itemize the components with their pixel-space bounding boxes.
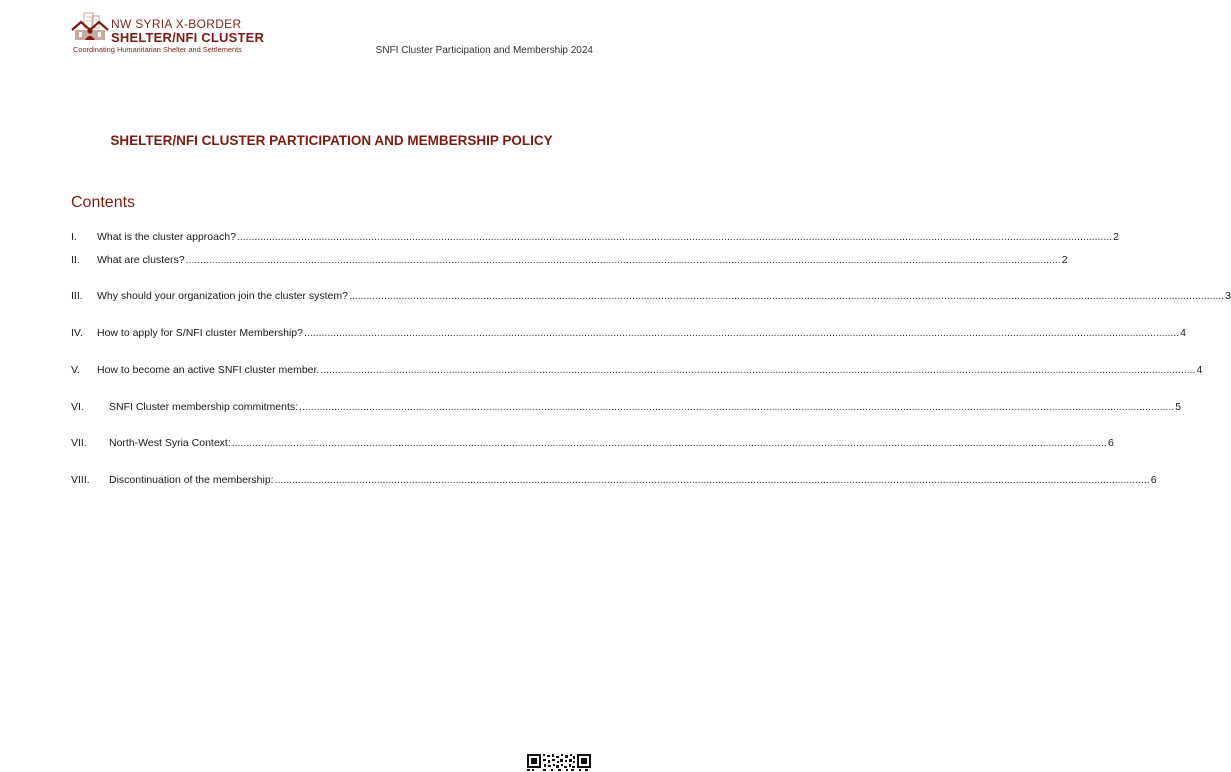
page-title: SHELTER/NFI CLUSTER PARTICIPATION AND MEMBERSHIP POLICY bbox=[110, 133, 553, 148]
toc-entry-page: 6 bbox=[1107, 437, 1114, 449]
toc-entry-number: III. bbox=[71, 290, 83, 302]
toc-entry-page: 5 bbox=[1175, 401, 1182, 413]
toc-entry-page: 4 bbox=[1180, 327, 1187, 339]
toc-entry-title: How to become an active SNFI cluster member. bbox=[97, 364, 320, 376]
toc-entry-number: VII. bbox=[71, 437, 87, 449]
toc-entry-page: 2 bbox=[1061, 254, 1068, 266]
toc-entry-number: II. bbox=[71, 254, 80, 266]
toc-leader-dots: ............................................................................................................................................................................................................................................................................................................ bbox=[236, 231, 1113, 243]
toc-entry-title: What is the cluster approach? bbox=[97, 231, 236, 243]
toc-entry[interactable] bbox=[71, 364, 1203, 378]
toc-entry-number: VI. bbox=[71, 401, 84, 413]
toc-entry[interactable] bbox=[71, 437, 1114, 451]
toc-leader-dots: ............................................................................................................................................................................................................................................................................................................ bbox=[231, 437, 1107, 449]
toc-leader-dots: ............................................................................................................................................................................................................................................................................................................ bbox=[274, 474, 1150, 486]
logo-line-2: SHELTER/NFI CLUSTER bbox=[111, 30, 265, 45]
toc-entry-number: VIII. bbox=[71, 474, 90, 486]
toc-entry-number: V. bbox=[71, 364, 80, 376]
qr-code-icon bbox=[527, 754, 591, 771]
toc-entry[interactable] bbox=[71, 401, 1182, 415]
toc-entry-title: How to apply for S/NFI cluster Membership? bbox=[97, 327, 303, 339]
toc-entry[interactable] bbox=[71, 474, 1157, 488]
toc-leader-dots: ............................................................................................................................................................................................................................................................................................................ bbox=[299, 401, 1175, 413]
toc-entry[interactable] bbox=[71, 327, 1187, 341]
toc-entry-number: I. bbox=[71, 231, 77, 243]
cluster-logo bbox=[71, 12, 271, 56]
toc-entry[interactable] bbox=[71, 290, 1231, 304]
logo-tagline: Coordinating Humanitarian Shelter and Settlements bbox=[73, 45, 242, 54]
toc-leader-dots: ............................................................................................................................................................................................................................................................................................................ bbox=[320, 364, 1196, 376]
toc-entry-title: Discontinuation of the membership: bbox=[109, 474, 274, 486]
toc-leader-dots: ............................................................................................................................................................................................................................................................................................................ bbox=[304, 327, 1180, 339]
toc-entry-page: 3 bbox=[1225, 290, 1231, 302]
toc-entry-title: Why should your organization join the cluster system? bbox=[97, 290, 348, 302]
document-label: SNFI Cluster Participation and Membership 2024 bbox=[375, 45, 593, 56]
toc-entry-title: North-West Syria Context: bbox=[109, 437, 231, 449]
toc-entry-title: What are clusters? bbox=[97, 254, 185, 266]
toc-entry-number: IV. bbox=[71, 327, 83, 339]
toc-entry-title: SNFI Cluster membership commitments: bbox=[109, 401, 299, 413]
toc-entry[interactable] bbox=[71, 254, 1068, 268]
logo-line-1: NW SYRIA X-BORDER bbox=[111, 17, 242, 31]
contents-heading: Contents bbox=[71, 194, 136, 211]
toc-entry-page: 2 bbox=[1113, 231, 1119, 243]
toc-leader-dots: ............................................................................................................................................................................................................................................................................................................ bbox=[185, 254, 1061, 266]
toc-entry[interactable] bbox=[71, 231, 1119, 245]
houses-icon bbox=[71, 12, 109, 44]
toc-leader-dots: ............................................................................................................................................................................................................................................................................................................ bbox=[348, 290, 1225, 302]
toc-entry-page: 4 bbox=[1196, 364, 1203, 376]
toc-entry-page: 6 bbox=[1150, 474, 1157, 486]
